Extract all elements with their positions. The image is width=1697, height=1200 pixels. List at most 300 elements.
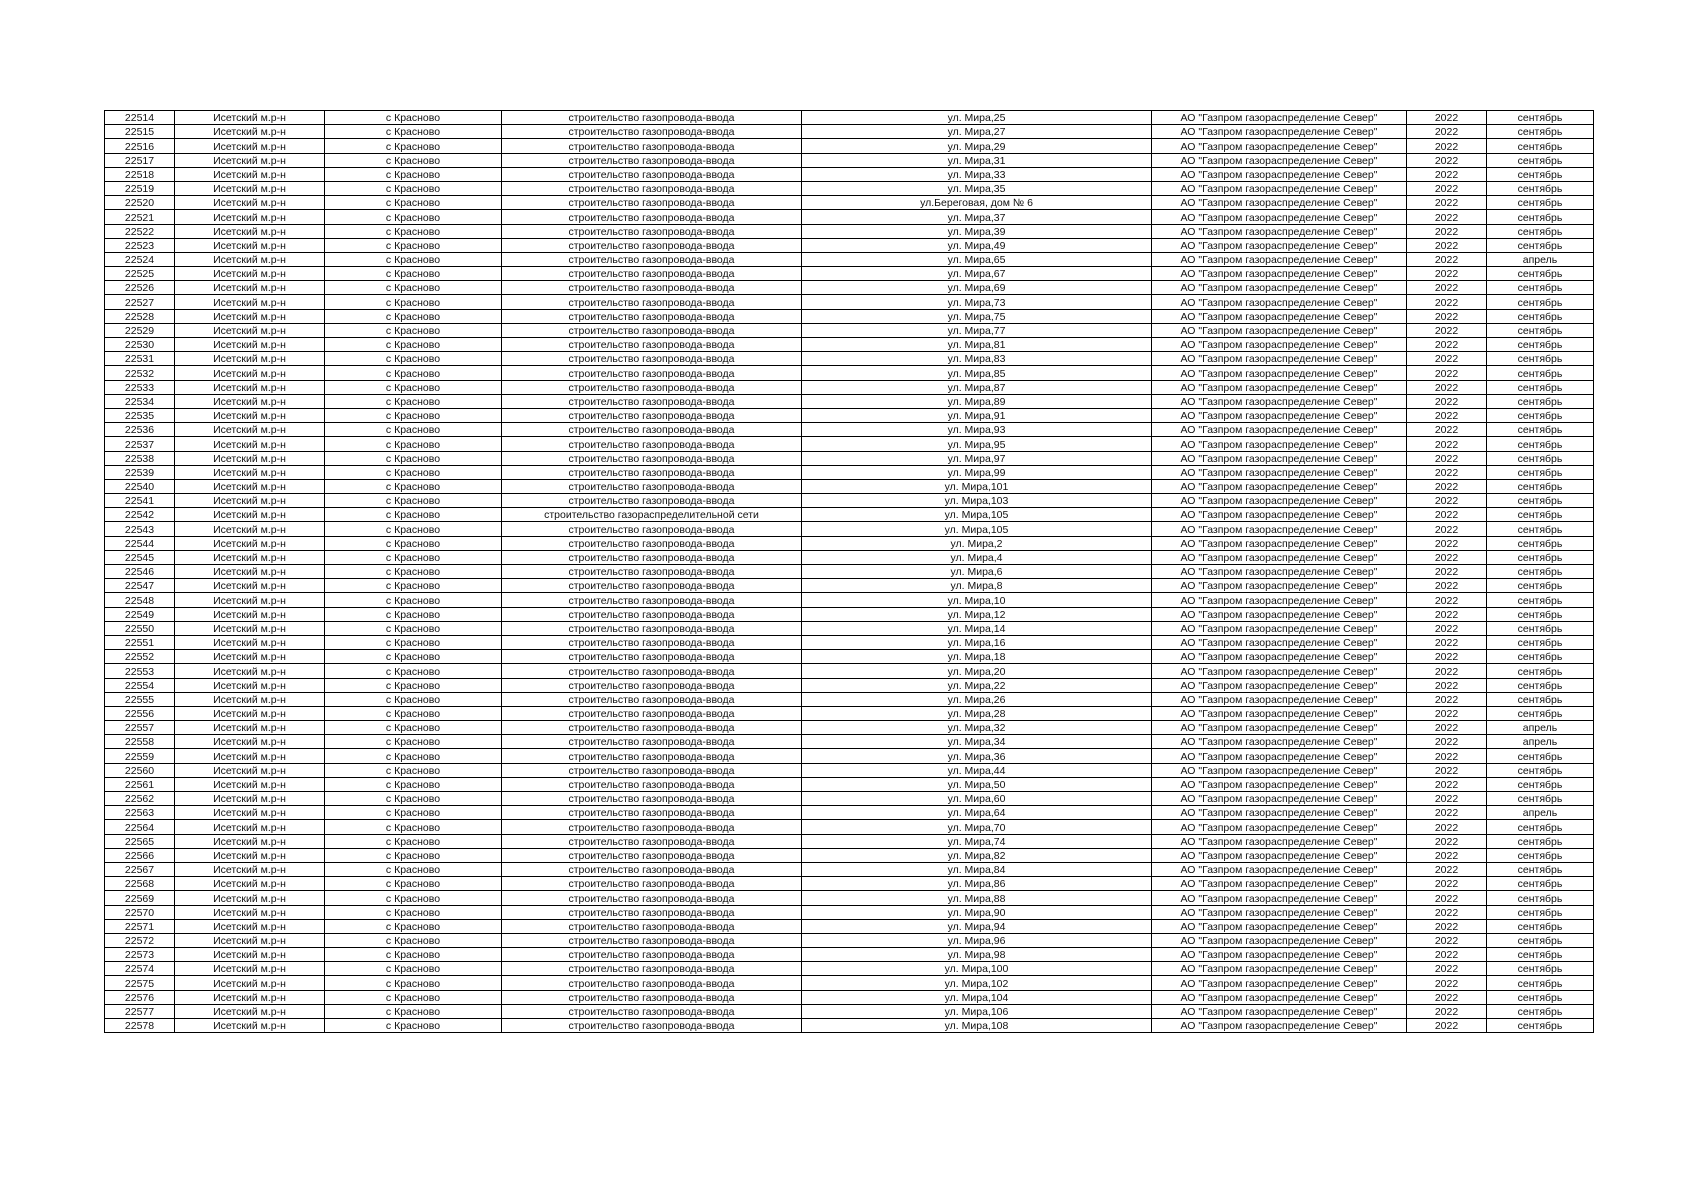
cell-district: Исетский м.р-н <box>175 565 325 579</box>
cell-district: Исетский м.р-н <box>175 196 325 210</box>
cell-district: Исетский м.р-н <box>175 281 325 295</box>
cell-id: 22524 <box>105 252 175 266</box>
cell-address: ул. Мира,14 <box>802 621 1152 635</box>
table-row <box>105 621 1594 635</box>
cell-address: ул. Мира,105 <box>802 508 1152 522</box>
cell-id: 22576 <box>105 990 175 1004</box>
table-row <box>105 721 1594 735</box>
cell-month: апрель <box>1487 735 1594 749</box>
table-row <box>105 650 1594 664</box>
cell-month: сентябрь <box>1487 338 1594 352</box>
cell-locality: с Красново <box>325 877 502 891</box>
cell-work: строительство газопровода-ввода <box>502 111 802 125</box>
cell-work: строительство газопровода-ввода <box>502 494 802 508</box>
cell-organization: АО "Газпром газораспределение Север" <box>1152 990 1407 1004</box>
table-row <box>105 437 1594 451</box>
cell-address: ул. Мира,50 <box>802 777 1152 791</box>
table-row <box>105 224 1594 238</box>
cell-address: ул. Мира,81 <box>802 338 1152 352</box>
cell-work: строительство газопровода-ввода <box>502 196 802 210</box>
cell-locality: с Красново <box>325 323 502 337</box>
cell-address: ул. Мира,29 <box>802 139 1152 153</box>
cell-address: ул. Мира,22 <box>802 678 1152 692</box>
cell-address: ул. Мира,99 <box>802 465 1152 479</box>
cell-year: 2022 <box>1407 295 1487 309</box>
cell-locality: с Красново <box>325 565 502 579</box>
cell-address: ул. Мира,12 <box>802 607 1152 621</box>
cell-id: 22555 <box>105 692 175 706</box>
table-row <box>105 1004 1594 1018</box>
cell-locality: с Красново <box>325 862 502 876</box>
cell-year: 2022 <box>1407 210 1487 224</box>
cell-address: ул. Мира,36 <box>802 749 1152 763</box>
cell-work: строительство газопровода-ввода <box>502 749 802 763</box>
cell-district: Исетский м.р-н <box>175 295 325 309</box>
cell-organization: АО "Газпром газораспределение Север" <box>1152 295 1407 309</box>
cell-month: сентябрь <box>1487 1004 1594 1018</box>
cell-organization: АО "Газпром газораспределение Север" <box>1152 905 1407 919</box>
cell-work: строительство газопровода-ввода <box>502 706 802 720</box>
cell-organization: АО "Газпром газораспределение Север" <box>1152 408 1407 422</box>
cell-month: сентябрь <box>1487 692 1594 706</box>
cell-organization: АО "Газпром газораспределение Север" <box>1152 323 1407 337</box>
cell-address: ул. Мира,20 <box>802 664 1152 678</box>
cell-id: 22530 <box>105 338 175 352</box>
cell-organization: АО "Газпром газораспределение Север" <box>1152 153 1407 167</box>
table-row <box>105 905 1594 919</box>
cell-month: сентябрь <box>1487 848 1594 862</box>
cell-locality: с Красново <box>325 465 502 479</box>
cell-work: строительство газопровода-ввода <box>502 593 802 607</box>
cell-year: 2022 <box>1407 238 1487 252</box>
cell-address: ул. Мира,103 <box>802 494 1152 508</box>
cell-month: апрель <box>1487 721 1594 735</box>
cell-organization: АО "Газпром газораспределение Север" <box>1152 380 1407 394</box>
cell-address: ул. Мира,105 <box>802 522 1152 536</box>
cell-work: строительство газопровода-ввода <box>502 862 802 876</box>
cell-address: ул. Мира,8 <box>802 579 1152 593</box>
cell-district: Исетский м.р-н <box>175 366 325 380</box>
cell-locality: с Красново <box>325 352 502 366</box>
cell-id: 22575 <box>105 976 175 990</box>
cell-month: сентябрь <box>1487 536 1594 550</box>
table-row <box>105 181 1594 195</box>
cell-locality: с Красново <box>325 536 502 550</box>
cell-id: 22545 <box>105 550 175 564</box>
cell-month: сентябрь <box>1487 295 1594 309</box>
cell-district: Исетский м.р-н <box>175 877 325 891</box>
cell-district: Исетский м.р-н <box>175 111 325 125</box>
table-row <box>105 948 1594 962</box>
cell-month: сентябрь <box>1487 309 1594 323</box>
cell-work: строительство газопровода-ввода <box>502 210 802 224</box>
cell-district: Исетский м.р-н <box>175 465 325 479</box>
cell-address: ул. Мира,91 <box>802 408 1152 422</box>
cell-month: сентябрь <box>1487 437 1594 451</box>
cell-locality: с Красново <box>325 777 502 791</box>
cell-locality: с Красново <box>325 933 502 947</box>
cell-district: Исетский м.р-н <box>175 423 325 437</box>
cell-locality: с Красново <box>325 153 502 167</box>
cell-district: Исетский м.р-н <box>175 494 325 508</box>
cell-id: 22561 <box>105 777 175 791</box>
cell-address: ул. Мира,100 <box>802 962 1152 976</box>
cell-month: сентябрь <box>1487 948 1594 962</box>
cell-locality: с Красново <box>325 139 502 153</box>
table-row <box>105 323 1594 337</box>
cell-district: Исетский м.р-н <box>175 338 325 352</box>
cell-organization: АО "Газпром газораспределение Север" <box>1152 309 1407 323</box>
cell-id: 22517 <box>105 153 175 167</box>
cell-month: сентябрь <box>1487 792 1594 806</box>
cell-id: 22525 <box>105 267 175 281</box>
cell-district: Исетский м.р-н <box>175 621 325 635</box>
cell-locality: с Красново <box>325 111 502 125</box>
table-row <box>105 139 1594 153</box>
cell-id: 22553 <box>105 664 175 678</box>
cell-year: 2022 <box>1407 479 1487 493</box>
cell-district: Исетский м.р-н <box>175 451 325 465</box>
cell-year: 2022 <box>1407 976 1487 990</box>
table-row <box>105 862 1594 876</box>
cell-organization: АО "Газпром газораспределение Север" <box>1152 891 1407 905</box>
cell-district: Исетский м.р-н <box>175 139 325 153</box>
cell-year: 2022 <box>1407 323 1487 337</box>
cell-id: 22569 <box>105 891 175 905</box>
table-row <box>105 763 1594 777</box>
cell-locality: с Красново <box>325 834 502 848</box>
cell-year: 2022 <box>1407 338 1487 352</box>
cell-work: строительство газопровода-ввода <box>502 678 802 692</box>
cell-id: 22548 <box>105 593 175 607</box>
cell-month: сентябрь <box>1487 891 1594 905</box>
cell-district: Исетский м.р-н <box>175 777 325 791</box>
cell-address: ул. Мира,32 <box>802 721 1152 735</box>
cell-organization: АО "Газпром газораспределение Север" <box>1152 394 1407 408</box>
cell-locality: с Красново <box>325 848 502 862</box>
cell-address: ул. Мира,6 <box>802 565 1152 579</box>
cell-district: Исетский м.р-н <box>175 749 325 763</box>
cell-locality: с Красново <box>325 593 502 607</box>
cell-year: 2022 <box>1407 792 1487 806</box>
cell-locality: с Красново <box>325 423 502 437</box>
cell-id: 22540 <box>105 479 175 493</box>
cell-year: 2022 <box>1407 806 1487 820</box>
table-row <box>105 565 1594 579</box>
table-row <box>105 338 1594 352</box>
cell-address: ул. Мира,28 <box>802 706 1152 720</box>
cell-id: 22562 <box>105 792 175 806</box>
cell-address: ул. Мира,94 <box>802 919 1152 933</box>
cell-month: сентябрь <box>1487 933 1594 947</box>
cell-organization: АО "Газпром газораспределение Север" <box>1152 210 1407 224</box>
cell-organization: АО "Газпром газораспределение Север" <box>1152 252 1407 266</box>
cell-id: 22541 <box>105 494 175 508</box>
cell-locality: с Красново <box>325 650 502 664</box>
cell-id: 22520 <box>105 196 175 210</box>
cell-work: строительство газопровода-ввода <box>502 338 802 352</box>
cell-id: 22566 <box>105 848 175 862</box>
cell-work: строительство газопровода-ввода <box>502 139 802 153</box>
cell-organization: АО "Газпром газораспределение Север" <box>1152 635 1407 649</box>
cell-year: 2022 <box>1407 565 1487 579</box>
cell-work: строительство газопровода-ввода <box>502 380 802 394</box>
cell-id: 22543 <box>105 522 175 536</box>
cell-id: 22571 <box>105 919 175 933</box>
cell-work: строительство газопровода-ввода <box>502 962 802 976</box>
cell-district: Исетский м.р-н <box>175 352 325 366</box>
cell-address: ул. Мира,85 <box>802 366 1152 380</box>
cell-address: ул. Мира,49 <box>802 238 1152 252</box>
cell-work: строительство газопровода-ввода <box>502 621 802 635</box>
cell-address: ул. Мира,27 <box>802 125 1152 139</box>
cell-year: 2022 <box>1407 834 1487 848</box>
cell-organization: АО "Газпром газораспределение Север" <box>1152 862 1407 876</box>
cell-district: Исетский м.р-н <box>175 834 325 848</box>
cell-month: сентябрь <box>1487 111 1594 125</box>
cell-locality: с Красново <box>325 948 502 962</box>
cell-address: ул. Мира,98 <box>802 948 1152 962</box>
cell-organization: АО "Газпром газораспределение Север" <box>1152 479 1407 493</box>
table-row <box>105 806 1594 820</box>
cell-organization: АО "Газпром газораспределение Север" <box>1152 267 1407 281</box>
cell-year: 2022 <box>1407 139 1487 153</box>
cell-district: Исетский м.р-н <box>175 664 325 678</box>
table-row <box>105 252 1594 266</box>
cell-month: сентябрь <box>1487 579 1594 593</box>
table-row <box>105 692 1594 706</box>
table-row <box>105 919 1594 933</box>
cell-work: строительство газопровода-ввода <box>502 295 802 309</box>
table-row <box>105 196 1594 210</box>
cell-locality: с Красново <box>325 295 502 309</box>
cell-month: сентябрь <box>1487 423 1594 437</box>
table-row <box>105 494 1594 508</box>
cell-district: Исетский м.р-н <box>175 593 325 607</box>
cell-district: Исетский м.р-н <box>175 579 325 593</box>
cell-address: ул. Мира,31 <box>802 153 1152 167</box>
cell-organization: АО "Газпром газораспределение Север" <box>1152 749 1407 763</box>
cell-locality: с Красново <box>325 692 502 706</box>
cell-locality: с Красново <box>325 508 502 522</box>
cell-district: Исетский м.р-н <box>175 408 325 422</box>
cell-work: строительство газопровода-ввода <box>502 1019 802 1033</box>
cell-id: 22542 <box>105 508 175 522</box>
cell-id: 22567 <box>105 862 175 876</box>
cell-id: 22538 <box>105 451 175 465</box>
cell-year: 2022 <box>1407 252 1487 266</box>
cell-id: 22535 <box>105 408 175 422</box>
table-row <box>105 380 1594 394</box>
cell-year: 2022 <box>1407 508 1487 522</box>
cell-work: строительство газопровода-ввода <box>502 848 802 862</box>
cell-organization: АО "Газпром газораспределение Север" <box>1152 196 1407 210</box>
cell-year: 2022 <box>1407 181 1487 195</box>
table-row <box>105 891 1594 905</box>
cell-id: 22531 <box>105 352 175 366</box>
cell-year: 2022 <box>1407 650 1487 664</box>
cell-id: 22554 <box>105 678 175 692</box>
cell-organization: АО "Газпром газораспределение Север" <box>1152 451 1407 465</box>
cell-year: 2022 <box>1407 366 1487 380</box>
table-row <box>105 848 1594 862</box>
cell-year: 2022 <box>1407 593 1487 607</box>
cell-organization: АО "Газпром газораспределение Север" <box>1152 777 1407 791</box>
cell-locality: с Красново <box>325 550 502 564</box>
cell-locality: с Красново <box>325 437 502 451</box>
cell-month: сентябрь <box>1487 678 1594 692</box>
cell-month: сентябрь <box>1487 238 1594 252</box>
cell-month: сентябрь <box>1487 408 1594 422</box>
cell-id: 22547 <box>105 579 175 593</box>
cell-locality: с Красново <box>325 125 502 139</box>
cell-address: ул. Мира,18 <box>802 650 1152 664</box>
cell-id: 22521 <box>105 210 175 224</box>
cell-year: 2022 <box>1407 380 1487 394</box>
cell-locality: с Красново <box>325 678 502 692</box>
cell-locality: с Красново <box>325 167 502 181</box>
cell-year: 2022 <box>1407 451 1487 465</box>
cell-district: Исетский м.р-н <box>175 181 325 195</box>
cell-year: 2022 <box>1407 408 1487 422</box>
cell-address: ул. Мира,75 <box>802 309 1152 323</box>
cell-address: ул. Мира,104 <box>802 990 1152 1004</box>
cell-month: сентябрь <box>1487 919 1594 933</box>
cell-month: сентябрь <box>1487 196 1594 210</box>
cell-district: Исетский м.р-н <box>175 536 325 550</box>
cell-locality: с Красново <box>325 267 502 281</box>
cell-locality: с Красново <box>325 238 502 252</box>
cell-organization: АО "Газпром газораспределение Север" <box>1152 1019 1407 1033</box>
cell-id: 22549 <box>105 607 175 621</box>
cell-district: Исетский м.р-н <box>175 891 325 905</box>
cell-month: сентябрь <box>1487 905 1594 919</box>
cell-year: 2022 <box>1407 848 1487 862</box>
cell-work: строительство газопровода-ввода <box>502 437 802 451</box>
cell-address: ул. Мира,67 <box>802 267 1152 281</box>
cell-id: 22514 <box>105 111 175 125</box>
cell-organization: АО "Газпром газораспределение Север" <box>1152 593 1407 607</box>
cell-organization: АО "Газпром газораспределение Север" <box>1152 948 1407 962</box>
cell-month: сентябрь <box>1487 962 1594 976</box>
cell-work: строительство газопровода-ввода <box>502 181 802 195</box>
cell-work: строительство газопровода-ввода <box>502 933 802 947</box>
cell-work: строительство газопровода-ввода <box>502 820 802 834</box>
cell-organization: АО "Газпром газораспределение Север" <box>1152 494 1407 508</box>
cell-locality: с Красново <box>325 749 502 763</box>
cell-id: 22539 <box>105 465 175 479</box>
cell-work: строительство газопровода-ввода <box>502 948 802 962</box>
cell-month: сентябрь <box>1487 380 1594 394</box>
cell-month: сентябрь <box>1487 167 1594 181</box>
cell-id: 22573 <box>105 948 175 962</box>
cell-month: сентябрь <box>1487 650 1594 664</box>
cell-locality: с Красново <box>325 664 502 678</box>
table-row <box>105 607 1594 621</box>
cell-work: строительство газопровода-ввода <box>502 650 802 664</box>
cell-district: Исетский м.р-н <box>175 862 325 876</box>
cell-address: ул. Мира,73 <box>802 295 1152 309</box>
cell-work: строительство газопровода-ввода <box>502 522 802 536</box>
cell-locality: с Красново <box>325 181 502 195</box>
cell-address: ул.Береговая, дом № 6 <box>802 196 1152 210</box>
cell-organization: АО "Газпром газораспределение Север" <box>1152 550 1407 564</box>
cell-id: 22552 <box>105 650 175 664</box>
cell-address: ул. Мира,69 <box>802 281 1152 295</box>
cell-locality: с Красново <box>325 338 502 352</box>
cell-year: 2022 <box>1407 281 1487 295</box>
cell-organization: АО "Газпром газораспределение Север" <box>1152 167 1407 181</box>
cell-work: строительство газопровода-ввода <box>502 763 802 777</box>
cell-district: Исетский м.р-н <box>175 763 325 777</box>
cell-address: ул. Мира,35 <box>802 181 1152 195</box>
cell-district: Исетский м.р-н <box>175 508 325 522</box>
cell-address: ул. Мира,74 <box>802 834 1152 848</box>
cell-district: Исетский м.р-н <box>175 919 325 933</box>
cell-id: 22556 <box>105 706 175 720</box>
cell-organization: АО "Газпром газораспределение Север" <box>1152 565 1407 579</box>
cell-id: 22522 <box>105 224 175 238</box>
cell-year: 2022 <box>1407 735 1487 749</box>
cell-id: 22546 <box>105 565 175 579</box>
cell-year: 2022 <box>1407 749 1487 763</box>
cell-address: ул. Мира,101 <box>802 479 1152 493</box>
cell-id: 22519 <box>105 181 175 195</box>
table-row <box>105 976 1594 990</box>
cell-district: Исетский м.р-н <box>175 735 325 749</box>
table-row <box>105 550 1594 564</box>
cell-address: ул. Мира,88 <box>802 891 1152 905</box>
cell-month: сентябрь <box>1487 877 1594 891</box>
cell-year: 2022 <box>1407 394 1487 408</box>
cell-year: 2022 <box>1407 465 1487 479</box>
cell-locality: с Красново <box>325 706 502 720</box>
cell-work: строительство газопровода-ввода <box>502 1004 802 1018</box>
cell-organization: АО "Газпром газораспределение Север" <box>1152 763 1407 777</box>
cell-organization: АО "Газпром газораспределение Север" <box>1152 366 1407 380</box>
cell-year: 2022 <box>1407 877 1487 891</box>
data-table <box>104 110 1594 1033</box>
cell-month: сентябрь <box>1487 1019 1594 1033</box>
cell-district: Исетский м.р-н <box>175 224 325 238</box>
cell-work: строительство газопровода-ввода <box>502 692 802 706</box>
cell-month: сентябрь <box>1487 820 1594 834</box>
cell-organization: АО "Газпром газораспределение Север" <box>1152 962 1407 976</box>
cell-locality: с Красново <box>325 281 502 295</box>
cell-locality: с Красново <box>325 621 502 635</box>
table-row <box>105 423 1594 437</box>
cell-organization: АО "Газпром газораспределение Север" <box>1152 650 1407 664</box>
cell-organization: АО "Газпром газораспределение Север" <box>1152 579 1407 593</box>
cell-district: Исетский м.р-н <box>175 1019 325 1033</box>
cell-year: 2022 <box>1407 224 1487 238</box>
cell-work: строительство газопровода-ввода <box>502 366 802 380</box>
table-row <box>105 536 1594 550</box>
cell-locality: с Красново <box>325 210 502 224</box>
cell-district: Исетский м.р-н <box>175 678 325 692</box>
cell-address: ул. Мира,60 <box>802 792 1152 806</box>
cell-locality: с Красново <box>325 522 502 536</box>
cell-locality: с Красново <box>325 962 502 976</box>
cell-year: 2022 <box>1407 891 1487 905</box>
cell-id: 22532 <box>105 366 175 380</box>
cell-work: строительство газопровода-ввода <box>502 465 802 479</box>
cell-id: 22564 <box>105 820 175 834</box>
cell-year: 2022 <box>1407 1019 1487 1033</box>
cell-month: сентябрь <box>1487 749 1594 763</box>
cell-address: ул. Мира,4 <box>802 550 1152 564</box>
cell-year: 2022 <box>1407 125 1487 139</box>
